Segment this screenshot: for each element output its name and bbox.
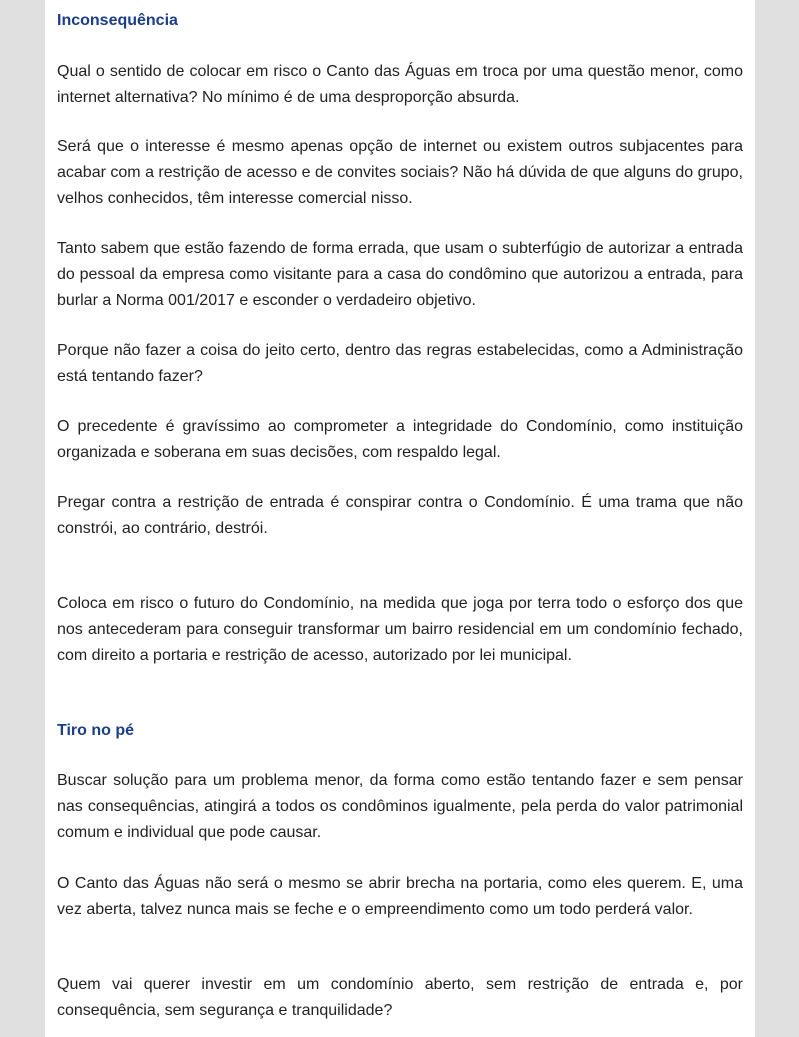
paragraph: Pregar contra a restrição de entrada é conspirar contra o Condomínio. É uma trama que não constrói, ao contrário, destrói. bbox=[57, 494, 743, 537]
paragraph: Tanto sabem que estão fazendo de forma errada, que usam o subterfúgio de autorizar a entrada do pessoal da empresa como visitante para a casa do condômino que autorizou a entrada, para burlar a Norma 001/2017 e esconder o verdadeiro objetivo. bbox=[57, 240, 743, 309]
paragraph: Qual o sentido de colocar em risco o Canto das Águas em troca por uma questão menor, como internet alternativa? No mínimo é de uma desproporção absurda. bbox=[57, 63, 743, 106]
article-page bbox=[45, 0, 755, 1037]
paragraph: Buscar solução para um problema menor, da forma como estão tentando fazer e sem pensar nas consequências, atingirá a todos os condôminos igualmente, pela perda do valor patrimonial comum e individual que pode causar. bbox=[57, 772, 743, 841]
paragraph: Quem vai querer investir em um condomínio aberto, sem restrição de entrada e, por consequência, sem segurança e tranquilidade? bbox=[57, 976, 743, 1019]
section-heading-tiro-no-pe: Tiro no pé bbox=[57, 722, 135, 739]
paragraph: Coloca em risco o futuro do Condomínio, na medida que joga por terra todo o esforço dos que nos antecederam para conseguir transformar um bairro residencial em um condomínio fechado, com direito a portaria e restrição de acesso, autorizado por lei municipal. bbox=[57, 595, 743, 664]
paragraph: O Canto das Águas não será o mesmo se abrir brecha na portaria, como eles querem. E, uma vez aberta, talvez nunca mais se feche e o empreendimento como um todo perderá valor. bbox=[57, 875, 743, 918]
paragraph: Porque não fazer a coisa do jeito certo, dentro das regras estabelecidas, como a Administração está tentando fazer? bbox=[57, 342, 743, 385]
paragraph: Será que o interesse é mesmo apenas opção de internet ou existem outros subjacentes para acabar com a restrição de acesso e de convites sociais? Não há dúvida de que alguns do grupo, velhos conhecidos, têm interesse comercial nisso. bbox=[57, 138, 743, 207]
section-heading-inconsequencia: Inconsequência bbox=[57, 12, 178, 29]
paragraph: O precedente é gravíssimo ao comprometer a integridade do Condomínio, como instituição organizada e soberana em suas decisões, com respaldo legal. bbox=[57, 418, 743, 461]
